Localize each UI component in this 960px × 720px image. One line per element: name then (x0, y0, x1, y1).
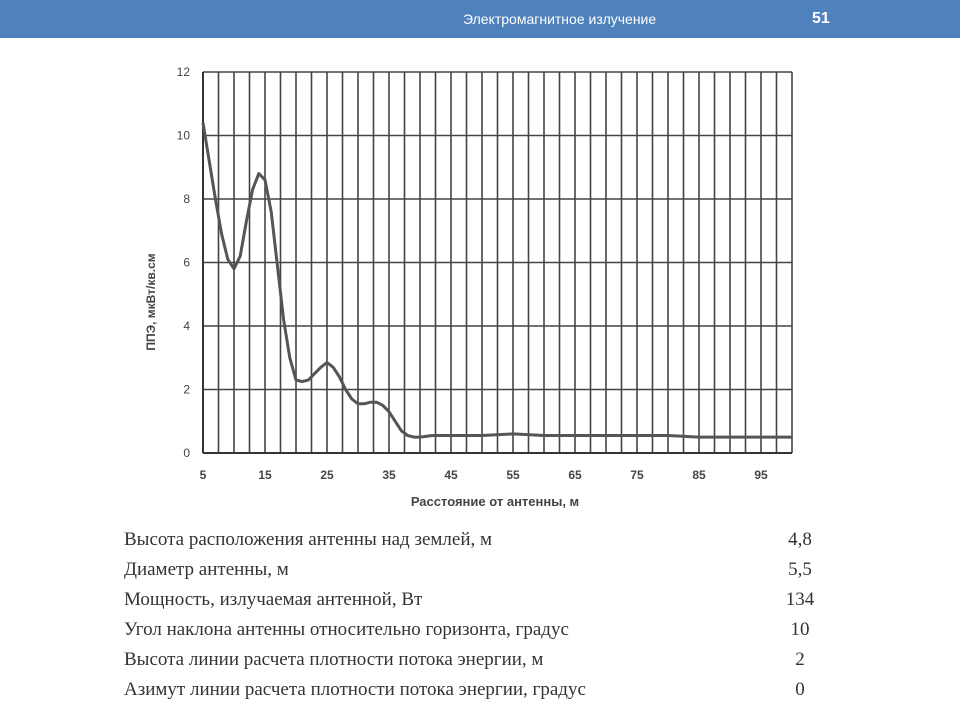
parameter-value: 5,5 (788, 559, 812, 580)
y-tick-label: 0 (183, 446, 190, 460)
parameter-value: 10 (790, 619, 810, 640)
parameter-row (120, 585, 860, 615)
slide-title: Электромагнитное излучение (463, 11, 657, 27)
parameters-table (120, 525, 860, 705)
y-tick-label: 4 (183, 319, 190, 333)
page-number: 51 (812, 10, 830, 27)
x-tick-label: 85 (692, 468, 706, 482)
parameter-value: 2 (795, 649, 805, 670)
y-tick-label: 2 (183, 382, 190, 397)
parameter-label: Диаметр антенны, м (124, 559, 289, 580)
parameter-label: Угол наклона антенны относительно горизонта, градус (124, 619, 569, 640)
parameter-label: Высота линии расчета плотности потока энергии, м (124, 649, 544, 670)
x-tick-label: 65 (568, 468, 582, 482)
x-tick-label: 75 (630, 468, 644, 482)
y-tick-label: 8 (183, 192, 190, 206)
x-tick-label: 5 (199, 468, 207, 482)
parameter-row (120, 675, 860, 705)
chart-grid (203, 72, 792, 453)
x-axis-label: Расстояние от антенны, м (410, 494, 580, 509)
parameter-row (120, 555, 860, 585)
x-tick-label: 35 (382, 468, 396, 482)
y-tick-label: 6 (183, 255, 190, 270)
y-tick-label: 12 (176, 65, 190, 79)
parameter-value: 4,8 (788, 529, 812, 550)
x-tick-label: 45 (444, 468, 458, 482)
x-tick-label: 15 (258, 468, 272, 482)
parameter-row (120, 525, 860, 555)
slide-header (0, 0, 960, 38)
parameter-value: 0 (795, 679, 805, 700)
y-tick-label: 10 (176, 128, 190, 143)
parameter-label: Высота расположения антенны над землей, м (124, 529, 493, 550)
y-axis-label: ППЭ, мкВт/кв.см (144, 253, 158, 351)
line-chart (0, 40, 960, 520)
parameter-label: Мощность, излучаемая антенной, Вт (124, 589, 423, 610)
parameter-row (120, 645, 860, 675)
chart-container (0, 40, 960, 520)
parameter-row (120, 615, 860, 645)
x-tick-label: 95 (754, 468, 768, 482)
parameter-value: 134 (785, 589, 815, 610)
x-tick-label: 25 (320, 468, 334, 482)
x-tick-label: 55 (506, 468, 520, 482)
parameter-label: Азимут линии расчета плотности потока энергии, градус (124, 679, 586, 700)
